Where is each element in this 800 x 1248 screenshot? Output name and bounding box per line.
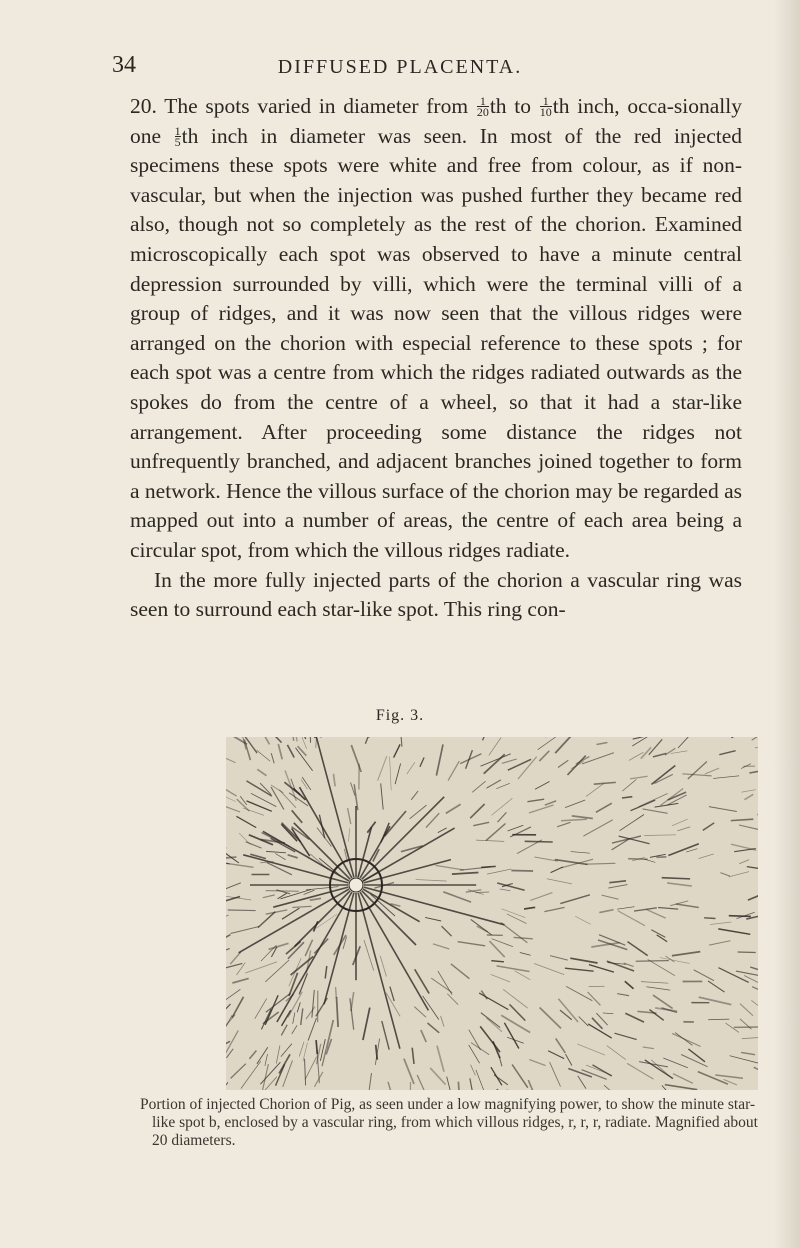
star-like-spot [349,878,363,892]
figure-caption: Portion of injected Chorion of Pig, as seen under a low magnifying power, to show the minute star-like spot b, enclosed by a vascular ring, from which villous ridges, r, r, r, radiate. Magnified about 20 diameters. [140,1096,758,1149]
fraction-one-fifth [174,123,181,149]
hatch-stroke [708,1019,729,1020]
hatch-stroke [266,891,299,892]
hatch-stroke [704,918,715,919]
fraction-denominator: 10 [539,105,552,119]
paragraph-text: th inch, occa-sionally one [130,94,742,148]
hatch-stroke [636,961,669,962]
hatch-stroke [738,952,756,953]
page-edge-shadow [774,0,800,1248]
fraction-denominator: 20 [476,105,489,119]
hatch-stroke [228,910,256,911]
hatch-stroke [511,871,533,872]
fraction-one-tenth [540,96,552,117]
fraction-one-twentieth [477,96,489,117]
page-number: 34 [112,52,136,78]
fraction-numerator: 1 [174,123,181,138]
paragraph-continuation: In the more fully injected parts of the chorion a vascular ring was seen to surround each star-like spot. This ring con- [130,567,742,622]
hatch-stroke [316,1040,317,1054]
hatch-stroke [481,866,496,867]
running-head: DIFFUSED PLACENTA. [277,56,523,78]
paragraph-text: th inch in diameter was seen. In most of the red injected specimens these spots were white and free from colour, as if non-vascular, but when the injection was pushed further they became red also, though not so completely as the rest of the chorion. Examined microscopically each spot was observed to have a minute central depression surrounded by villi, which were the terminal villi of a group of ridges, and it was now seen that the villous ridges were arranged on the chorion with especial reference to these spots ; for each spot was a centre from which the ridges radiated outwards as the spokes do from the centre of a wheel, so that it had a star-like arrangement. After proceeding some distance the ridges not unfrequently branched, and adjacent branches joined together to form a network. Hence the villous surface of the chorion may be regarded as mapped out into a number of areas, the centre of each area being a circular spot, from which the villous ridges radiate. [130,123,742,562]
fraction-denominator: 5 [174,134,181,149]
page-header [0,52,800,84]
hatch-stroke [628,859,648,860]
body-text [130,92,742,625]
paragraph-20 [130,92,742,566]
hatch-stroke [525,841,553,842]
paragraph-text: th to [489,94,539,118]
figure-label: Fig. 3. [375,707,425,724]
hatch-stroke [336,987,337,998]
hatch-stroke [458,1082,459,1090]
chorion-engraving [226,737,758,1090]
paragraph-lead: 20. The spots varied in diameter from [130,94,476,118]
fraction-numerator: 1 [477,96,489,107]
fraction-numerator: 1 [540,96,552,107]
hatch-stroke [729,916,751,917]
